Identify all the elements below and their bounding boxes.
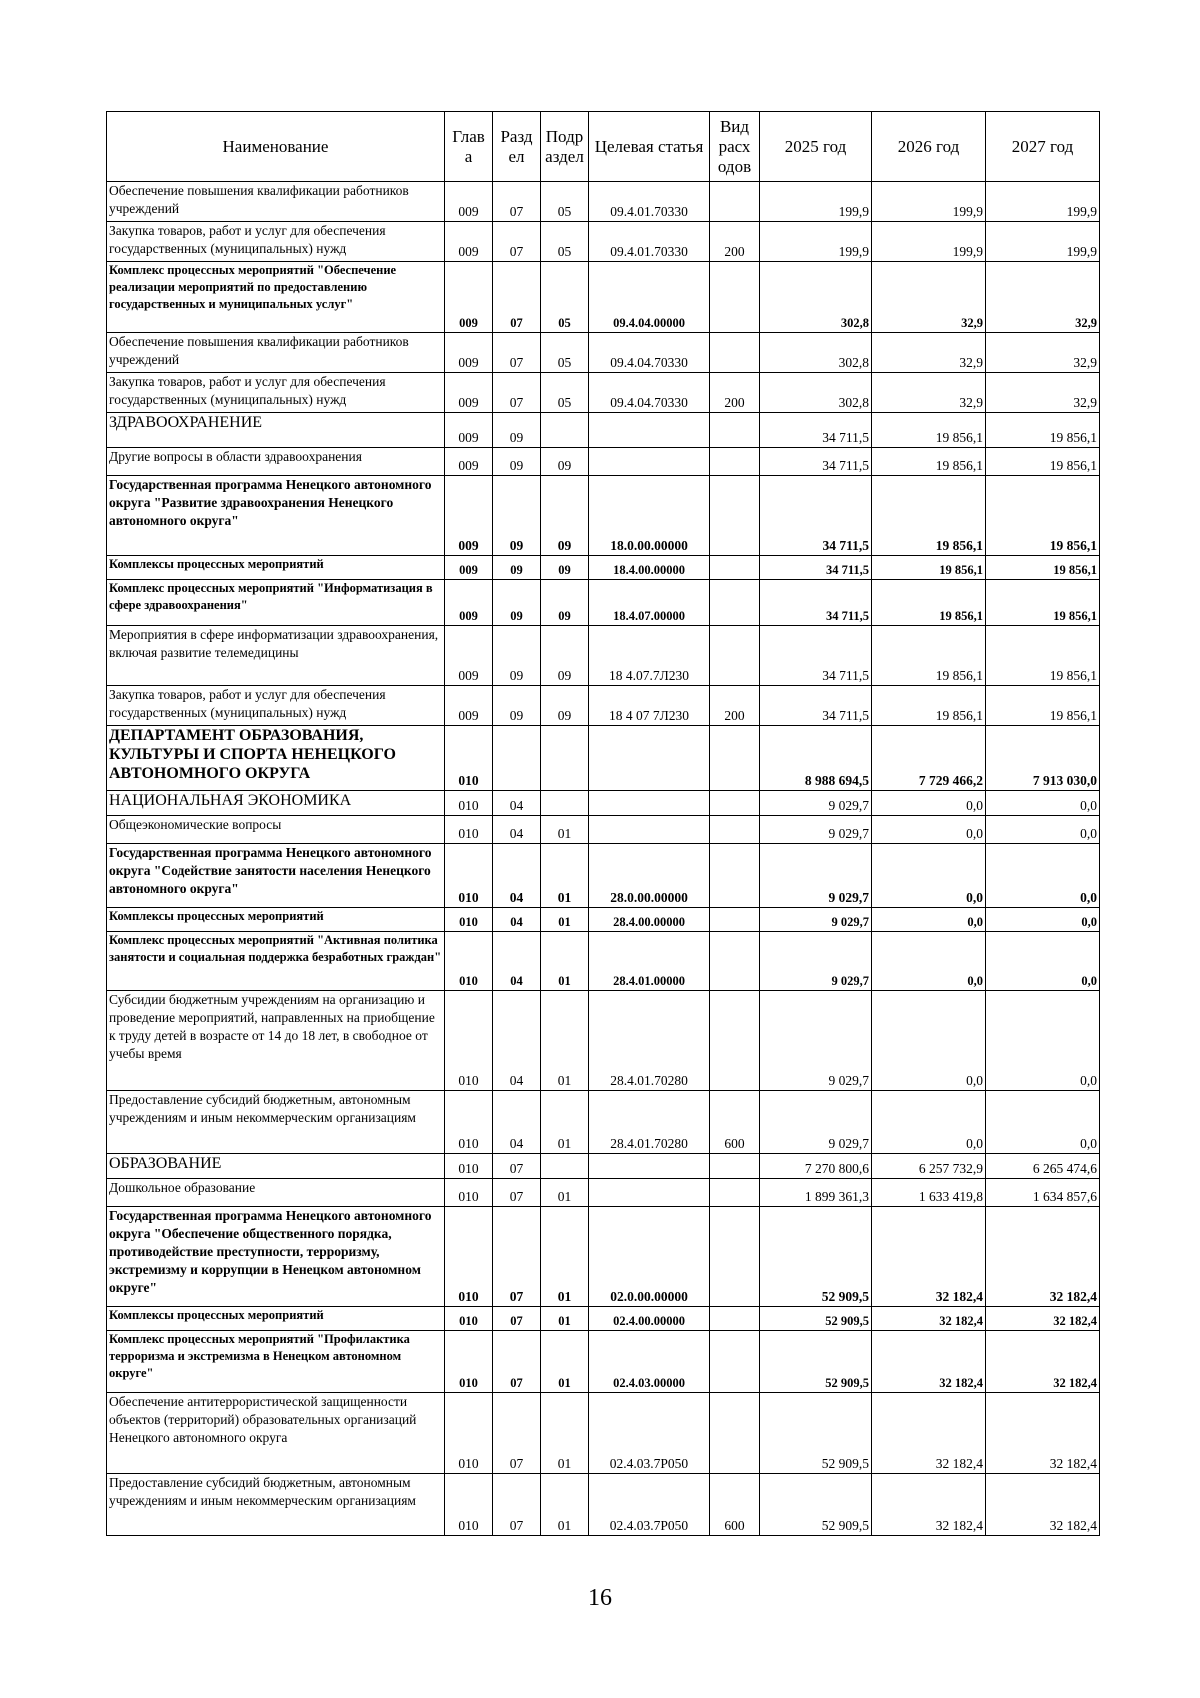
cell-2027: 0,0 xyxy=(986,1091,1100,1154)
cell-glava: 010 xyxy=(445,1207,493,1307)
cell-name: Мероприятия в сфере информатизации здравоохранения, включая развитие телемедицины xyxy=(107,626,445,686)
cell-2027: 0,0 xyxy=(986,991,1100,1091)
cell-2026: 0,0 xyxy=(872,1091,986,1154)
cell-podrazdel: 09 xyxy=(541,686,589,726)
cell-2026: 19 856,1 xyxy=(872,580,986,626)
cell-glava: 009 xyxy=(445,686,493,726)
cell-2026: 0,0 xyxy=(872,991,986,1091)
cell-glava: 010 xyxy=(445,1393,493,1474)
cell-razdel: 04 xyxy=(493,908,541,932)
cell-2025: 52 909,5 xyxy=(760,1474,872,1536)
cell-glava: 010 xyxy=(445,1307,493,1331)
cell-2027: 6 265 474,6 xyxy=(986,1154,1100,1179)
cell-glava: 009 xyxy=(445,222,493,262)
cell-expense-type xyxy=(710,413,760,448)
cell-2025: 302,8 xyxy=(760,373,872,413)
table-row xyxy=(107,791,1100,816)
cell-2025: 34 711,5 xyxy=(760,476,872,556)
cell-glava: 010 xyxy=(445,991,493,1091)
cell-name: Комплекс процессных мероприятий "Обеспечение реализации мероприятий по предоставлению государственных и муниципальных услуг" xyxy=(107,262,445,333)
cell-target-article xyxy=(589,413,710,448)
cell-2026: 32,9 xyxy=(872,333,986,373)
cell-razdel: 04 xyxy=(493,1091,541,1154)
cell-2025: 9 029,7 xyxy=(760,932,872,991)
header-podrazdel: Подр аздел xyxy=(541,112,589,182)
cell-name: ОБРАЗОВАНИЕ xyxy=(107,1154,445,1179)
cell-target-article: 18 4 07 7Л230 xyxy=(589,686,710,726)
cell-2025: 1 899 361,3 xyxy=(760,1179,872,1207)
cell-glava: 010 xyxy=(445,816,493,844)
cell-name: Предоставление субсидий бюджетным, автономным учреждениям и иным некоммерческим организациям xyxy=(107,1474,445,1536)
cell-name: ЗДРАВООХРАНЕНИЕ xyxy=(107,413,445,448)
cell-2027: 0,0 xyxy=(986,844,1100,908)
cell-target-article: 02.4.00.00000 xyxy=(589,1307,710,1331)
table-row xyxy=(107,182,1100,222)
cell-expense-type xyxy=(710,991,760,1091)
cell-2025: 9 029,7 xyxy=(760,844,872,908)
header-razdel: Разд ел xyxy=(493,112,541,182)
cell-podrazdel: 05 xyxy=(541,222,589,262)
budget-table xyxy=(106,111,1100,1536)
cell-2026: 199,9 xyxy=(872,222,986,262)
table-header-row xyxy=(107,112,1100,182)
cell-2026: 199,9 xyxy=(872,182,986,222)
cell-2027: 0,0 xyxy=(986,932,1100,991)
cell-2027: 32 182,4 xyxy=(986,1307,1100,1331)
cell-razdel: 09 xyxy=(493,580,541,626)
cell-podrazdel xyxy=(541,791,589,816)
cell-2025: 199,9 xyxy=(760,182,872,222)
cell-podrazdel: 09 xyxy=(541,476,589,556)
cell-expense-type xyxy=(710,262,760,333)
cell-target-article: 28.4.01.70280 xyxy=(589,991,710,1091)
cell-target-article: 28.4.01.00000 xyxy=(589,932,710,991)
cell-podrazdel: 09 xyxy=(541,556,589,580)
cell-podrazdel: 01 xyxy=(541,816,589,844)
cell-razdel: 04 xyxy=(493,932,541,991)
cell-name: Государственная программа Ненецкого автономного округа "Обеспечение общественного порядка, противодействие преступности, терроризму, экстремизму и коррупции в Ненецком автономном округе" xyxy=(107,1207,445,1307)
cell-razdel: 07 xyxy=(493,1154,541,1179)
cell-glava: 010 xyxy=(445,1474,493,1536)
cell-podrazdel: 01 xyxy=(541,1331,589,1393)
cell-podrazdel: 01 xyxy=(541,1207,589,1307)
cell-2026: 32,9 xyxy=(872,262,986,333)
cell-expense-type xyxy=(710,791,760,816)
cell-2026: 32 182,4 xyxy=(872,1393,986,1474)
table-row xyxy=(107,816,1100,844)
header-year-2025: 2025 год xyxy=(760,112,872,182)
cell-target-article: 18.0.00.00000 xyxy=(589,476,710,556)
cell-podrazdel: 05 xyxy=(541,373,589,413)
cell-target-article xyxy=(589,1154,710,1179)
cell-2026: 32 182,4 xyxy=(872,1307,986,1331)
cell-2025: 34 711,5 xyxy=(760,413,872,448)
cell-2026: 0,0 xyxy=(872,791,986,816)
cell-expense-type xyxy=(710,580,760,626)
cell-2027: 0,0 xyxy=(986,791,1100,816)
cell-2027: 19 856,1 xyxy=(986,580,1100,626)
page-number: 16 xyxy=(588,1585,612,1611)
cell-name: Комплекс процессных мероприятий "Профилактика терроризма и экстремизма в Ненецком автономном округе" xyxy=(107,1331,445,1393)
cell-2025: 34 711,5 xyxy=(760,448,872,476)
cell-podrazdel: 01 xyxy=(541,908,589,932)
cell-target-article xyxy=(589,448,710,476)
cell-2027: 32 182,4 xyxy=(986,1393,1100,1474)
cell-podrazdel: 01 xyxy=(541,1179,589,1207)
cell-target-article xyxy=(589,1179,710,1207)
cell-2025: 8 988 694,5 xyxy=(760,726,872,791)
cell-target-article: 02.4.03.00000 xyxy=(589,1331,710,1393)
cell-glava: 010 xyxy=(445,1331,493,1393)
cell-2027: 0,0 xyxy=(986,908,1100,932)
cell-2026: 32,9 xyxy=(872,373,986,413)
cell-glava: 010 xyxy=(445,791,493,816)
cell-target-article: 02.0.00.00000 xyxy=(589,1207,710,1307)
cell-target-article: 18.4.00.00000 xyxy=(589,556,710,580)
cell-razdel: 07 xyxy=(493,1393,541,1474)
cell-name: Обеспечение антитеррористической защищенности объектов (территорий) образовательных организаций Ненецкого автономного округа xyxy=(107,1393,445,1474)
cell-2025: 34 711,5 xyxy=(760,580,872,626)
cell-podrazdel xyxy=(541,1154,589,1179)
cell-2025: 199,9 xyxy=(760,222,872,262)
cell-2025: 52 909,5 xyxy=(760,1307,872,1331)
cell-expense-type xyxy=(710,1179,760,1207)
cell-glava: 009 xyxy=(445,333,493,373)
cell-2027: 7 913 030,0 xyxy=(986,726,1100,791)
cell-target-article: 18.4.07.00000 xyxy=(589,580,710,626)
cell-expense-type xyxy=(710,908,760,932)
cell-glava: 010 xyxy=(445,908,493,932)
cell-razdel: 07 xyxy=(493,1474,541,1536)
cell-name: Предоставление субсидий бюджетным, автономным учреждениям и иным некоммерческим организациям xyxy=(107,1091,445,1154)
table-row xyxy=(107,1207,1100,1307)
cell-expense-type: 600 xyxy=(710,1091,760,1154)
cell-razdel: 07 xyxy=(493,1207,541,1307)
cell-2025: 9 029,7 xyxy=(760,791,872,816)
cell-expense-type: 200 xyxy=(710,373,760,413)
header-year-2026: 2026 год xyxy=(872,112,986,182)
header-year-2027: 2027 год xyxy=(986,112,1100,182)
cell-target-article: 09.4.04.00000 xyxy=(589,262,710,333)
cell-name: Субсидии бюджетным учреждениям на организацию и проведение мероприятий, направленных на приобщение к труду детей в возрасте от 14 до 18 лет, в свободное от учебы время xyxy=(107,991,445,1091)
table-row xyxy=(107,1154,1100,1179)
table-row xyxy=(107,413,1100,448)
cell-podrazdel: 01 xyxy=(541,844,589,908)
cell-2027: 32,9 xyxy=(986,333,1100,373)
cell-razdel: 07 xyxy=(493,262,541,333)
cell-2025: 34 711,5 xyxy=(760,556,872,580)
cell-2026: 19 856,1 xyxy=(872,413,986,448)
cell-expense-type: 600 xyxy=(710,1474,760,1536)
cell-expense-type xyxy=(710,182,760,222)
cell-razdel: 04 xyxy=(493,791,541,816)
cell-expense-type xyxy=(710,1331,760,1393)
cell-glava: 010 xyxy=(445,1091,493,1154)
cell-expense-type xyxy=(710,626,760,686)
cell-name: Государственная программа Ненецкого автономного округа "Развитие здравоохранения Ненецкого автономного округа" xyxy=(107,476,445,556)
cell-2025: 302,8 xyxy=(760,333,872,373)
table-row xyxy=(107,1179,1100,1207)
cell-name: Другие вопросы в области здравоохранения xyxy=(107,448,445,476)
cell-target-article: 28.4.01.70280 xyxy=(589,1091,710,1154)
cell-podrazdel: 01 xyxy=(541,1307,589,1331)
cell-target-article: 09.4.04.70330 xyxy=(589,373,710,413)
cell-name: Комплекс процессных мероприятий "Информатизация в сфере здравоохранения" xyxy=(107,580,445,626)
cell-glava: 010 xyxy=(445,844,493,908)
cell-2027: 32 182,4 xyxy=(986,1207,1100,1307)
cell-expense-type xyxy=(710,844,760,908)
cell-glava: 009 xyxy=(445,626,493,686)
table-row xyxy=(107,1393,1100,1474)
table-row xyxy=(107,991,1100,1091)
table-row xyxy=(107,448,1100,476)
cell-name: Комплекс процессных мероприятий "Активная политика занятости и социальная поддержка безработных граждан" xyxy=(107,932,445,991)
cell-expense-type xyxy=(710,476,760,556)
cell-razdel: 07 xyxy=(493,333,541,373)
header-name: Наименование xyxy=(107,112,445,182)
cell-razdel: 07 xyxy=(493,1307,541,1331)
cell-expense-type: 200 xyxy=(710,222,760,262)
cell-2025: 34 711,5 xyxy=(760,686,872,726)
cell-2025: 9 029,7 xyxy=(760,991,872,1091)
cell-podrazdel: 01 xyxy=(541,1474,589,1536)
cell-razdel: 09 xyxy=(493,686,541,726)
cell-2026: 0,0 xyxy=(872,908,986,932)
cell-2027: 19 856,1 xyxy=(986,556,1100,580)
cell-glava: 010 xyxy=(445,932,493,991)
cell-podrazdel xyxy=(541,726,589,791)
cell-target-article: 18 4.07.7Л230 xyxy=(589,626,710,686)
cell-razdel: 04 xyxy=(493,991,541,1091)
cell-name: ДЕПАРТАМЕНТ ОБРАЗОВАНИЯ, КУЛЬТУРЫ И СПОРТА НЕНЕЦКОГО АВТОНОМНОГО ОКРУГА xyxy=(107,726,445,791)
cell-2027: 19 856,1 xyxy=(986,626,1100,686)
cell-razdel: 07 xyxy=(493,1331,541,1393)
cell-razdel: 07 xyxy=(493,182,541,222)
cell-2026: 1 633 419,8 xyxy=(872,1179,986,1207)
table-row xyxy=(107,556,1100,580)
cell-glava: 009 xyxy=(445,373,493,413)
cell-podrazdel: 05 xyxy=(541,333,589,373)
cell-razdel: 07 xyxy=(493,373,541,413)
cell-podrazdel: 05 xyxy=(541,262,589,333)
cell-2026: 6 257 732,9 xyxy=(872,1154,986,1179)
cell-razdel: 09 xyxy=(493,626,541,686)
cell-podrazdel: 01 xyxy=(541,1091,589,1154)
cell-2025: 34 711,5 xyxy=(760,626,872,686)
cell-razdel: 09 xyxy=(493,448,541,476)
cell-razdel: 04 xyxy=(493,816,541,844)
cell-name: Закупка товаров, работ и услуг для обеспечения государственных (муниципальных) нужд xyxy=(107,373,445,413)
cell-expense-type xyxy=(710,1207,760,1307)
table-row xyxy=(107,262,1100,333)
cell-podrazdel: 01 xyxy=(541,991,589,1091)
cell-2025: 9 029,7 xyxy=(760,816,872,844)
cell-target-article: 09.4.01.70330 xyxy=(589,222,710,262)
cell-2026: 19 856,1 xyxy=(872,476,986,556)
cell-glava: 009 xyxy=(445,448,493,476)
header-glava: Глав а xyxy=(445,112,493,182)
cell-expense-type xyxy=(710,1154,760,1179)
cell-name: Дошкольное образование xyxy=(107,1179,445,1207)
cell-glava: 009 xyxy=(445,262,493,333)
cell-podrazdel xyxy=(541,413,589,448)
cell-2026: 32 182,4 xyxy=(872,1474,986,1536)
cell-2026: 0,0 xyxy=(872,844,986,908)
cell-name: Комплексы процессных мероприятий xyxy=(107,556,445,580)
budget-table-wrapper xyxy=(106,111,1099,1536)
cell-razdel xyxy=(493,726,541,791)
cell-name: Закупка товаров, работ и услуг для обеспечения государственных (муниципальных) нужд xyxy=(107,686,445,726)
cell-razdel: 07 xyxy=(493,222,541,262)
cell-name: Обеспечение повышения квалификации работников учреждений xyxy=(107,182,445,222)
cell-2025: 9 029,7 xyxy=(760,908,872,932)
cell-2026: 32 182,4 xyxy=(872,1331,986,1393)
cell-name: Закупка товаров, работ и услуг для обеспечения государственных (муниципальных) нужд xyxy=(107,222,445,262)
cell-expense-type xyxy=(710,1307,760,1331)
cell-2026: 19 856,1 xyxy=(872,626,986,686)
cell-2026: 19 856,1 xyxy=(872,686,986,726)
cell-2027: 32 182,4 xyxy=(986,1331,1100,1393)
cell-glava: 009 xyxy=(445,413,493,448)
cell-razdel: 09 xyxy=(493,413,541,448)
cell-2026: 7 729 466,2 xyxy=(872,726,986,791)
table-row xyxy=(107,222,1100,262)
cell-podrazdel: 01 xyxy=(541,932,589,991)
cell-expense-type xyxy=(710,816,760,844)
cell-target-article xyxy=(589,726,710,791)
cell-2027: 19 856,1 xyxy=(986,476,1100,556)
cell-name: Государственная программа Ненецкого автономного округа "Содействие занятости населения Ненецкого автономного округа" xyxy=(107,844,445,908)
cell-target-article: 02.4.03.7Р050 xyxy=(589,1474,710,1536)
cell-2025: 52 909,5 xyxy=(760,1393,872,1474)
cell-2025: 52 909,5 xyxy=(760,1207,872,1307)
cell-glava: 009 xyxy=(445,182,493,222)
table-row xyxy=(107,726,1100,791)
cell-2025: 9 029,7 xyxy=(760,1091,872,1154)
cell-expense-type xyxy=(710,1393,760,1474)
table-row xyxy=(107,333,1100,373)
table-row xyxy=(107,1091,1100,1154)
cell-2025: 7 270 800,6 xyxy=(760,1154,872,1179)
cell-2027: 32,9 xyxy=(986,262,1100,333)
cell-name: Комплексы процессных мероприятий xyxy=(107,1307,445,1331)
cell-razdel: 07 xyxy=(493,1179,541,1207)
cell-2027: 19 856,1 xyxy=(986,686,1100,726)
table-row xyxy=(107,908,1100,932)
table-row xyxy=(107,1331,1100,1393)
cell-2026: 19 856,1 xyxy=(872,556,986,580)
cell-2027: 19 856,1 xyxy=(986,413,1100,448)
table-row xyxy=(107,476,1100,556)
cell-glava: 009 xyxy=(445,556,493,580)
cell-2027: 32,9 xyxy=(986,373,1100,413)
cell-2027: 199,9 xyxy=(986,182,1100,222)
cell-expense-type xyxy=(710,333,760,373)
cell-target-article: 09.4.04.70330 xyxy=(589,333,710,373)
cell-podrazdel: 09 xyxy=(541,626,589,686)
cell-razdel: 09 xyxy=(493,476,541,556)
cell-target-article xyxy=(589,791,710,816)
cell-2027: 0,0 xyxy=(986,816,1100,844)
header-target-article: Целевая статья xyxy=(589,112,710,182)
cell-2026: 32 182,4 xyxy=(872,1207,986,1307)
cell-razdel: 09 xyxy=(493,556,541,580)
table-row xyxy=(107,686,1100,726)
cell-target-article: 02.4.03.7Р050 xyxy=(589,1393,710,1474)
cell-2027: 1 634 857,6 xyxy=(986,1179,1100,1207)
cell-podrazdel: 01 xyxy=(541,1393,589,1474)
cell-name: Общеэкономические вопросы xyxy=(107,816,445,844)
cell-podrazdel: 09 xyxy=(541,580,589,626)
cell-glava: 009 xyxy=(445,476,493,556)
cell-expense-type: 200 xyxy=(710,686,760,726)
cell-glava: 010 xyxy=(445,726,493,791)
cell-expense-type xyxy=(710,556,760,580)
table-body xyxy=(107,182,1100,1536)
cell-target-article: 09.4.01.70330 xyxy=(589,182,710,222)
table-row xyxy=(107,580,1100,626)
cell-2026: 0,0 xyxy=(872,816,986,844)
cell-glava: 010 xyxy=(445,1154,493,1179)
cell-name: НАЦИОНАЛЬНАЯ ЭКОНОМИКА xyxy=(107,791,445,816)
cell-name: Комплексы процессных мероприятий xyxy=(107,908,445,932)
table-row xyxy=(107,1307,1100,1331)
cell-glava: 009 xyxy=(445,580,493,626)
cell-expense-type xyxy=(710,932,760,991)
header-expense-type: Вид расх одов xyxy=(710,112,760,182)
cell-2025: 302,8 xyxy=(760,262,872,333)
cell-expense-type xyxy=(710,448,760,476)
cell-podrazdel: 09 xyxy=(541,448,589,476)
cell-2027: 199,9 xyxy=(986,222,1100,262)
cell-2025: 52 909,5 xyxy=(760,1331,872,1393)
cell-target-article: 28.0.00.00000 xyxy=(589,844,710,908)
cell-expense-type xyxy=(710,726,760,791)
cell-target-article: 28.4.00.00000 xyxy=(589,908,710,932)
cell-2026: 19 856,1 xyxy=(872,448,986,476)
table-row xyxy=(107,844,1100,908)
table-row xyxy=(107,932,1100,991)
cell-2027: 19 856,1 xyxy=(986,448,1100,476)
cell-2027: 32 182,4 xyxy=(986,1474,1100,1536)
table-row xyxy=(107,626,1100,686)
cell-podrazdel: 05 xyxy=(541,182,589,222)
table-row xyxy=(107,373,1100,413)
cell-2026: 0,0 xyxy=(872,932,986,991)
cell-name: Обеспечение повышения квалификации работников учреждений xyxy=(107,333,445,373)
table-row xyxy=(107,1474,1100,1536)
cell-glava: 010 xyxy=(445,1179,493,1207)
cell-target-article xyxy=(589,816,710,844)
cell-razdel: 04 xyxy=(493,844,541,908)
